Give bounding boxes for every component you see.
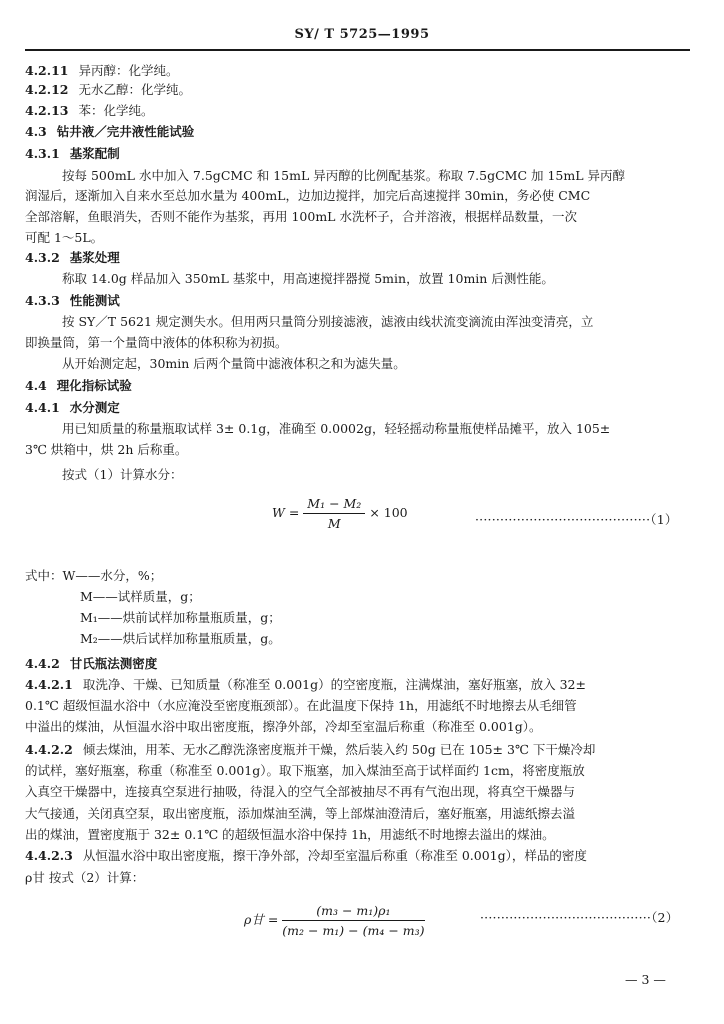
paragraph-line: 按式（1）计算水分：: [62, 467, 183, 482]
formula-1-leader: ··········································（1）: [475, 512, 678, 527]
clause-4-2-12: [25, 81, 191, 99]
paragraph-line: 可配 1～5L。: [25, 230, 104, 245]
clause-title: 基浆处理: [69, 250, 120, 265]
section-number: 4.3: [25, 124, 47, 139]
formula-lhs: ρ甘 =: [244, 912, 279, 927]
formula-2-leader: ·········································（2）: [480, 910, 679, 925]
paragraph-line: 按每 500mL 水中加入 7.5gCMC 和 15mL 异丙醇的比例配基浆。称取 7.5gCMC 加 15mL 异丙醇: [62, 168, 625, 183]
paragraph-line: 中溢出的煤油，从恒温水浴中取出密度瓶，擦净外部，冷却至室温后称重（称准至 0.001g）。: [25, 719, 542, 734]
section-title: 理化指标试验: [56, 378, 132, 393]
clause-4-3-2-heading: [25, 249, 120, 267]
variable-definition: M——试样质量，g；: [80, 589, 201, 604]
clause-title: 基浆配制: [69, 146, 120, 161]
standard-header: SY/ T 5725—1995: [294, 27, 430, 42]
paragraph-line: 从开始测定起，30min 后两个量筒中滤液体积之和为滤失量。: [62, 356, 406, 371]
clause-4-3-3-heading: [25, 292, 120, 310]
formula-numerator: (m₃ − m₁)ρ₁: [282, 903, 424, 921]
clause-title: 水分测定: [69, 400, 120, 415]
clause-number: 4.3.2: [25, 250, 60, 265]
paragraph-line: 按 SY／T 5621 规定测失水。但用两只量筒分别接滤液，滤液由线状流变滴流由浑浊变清亮，立: [62, 314, 594, 329]
formula-1: [272, 496, 408, 531]
where-clause: 式中：W——水分，%；: [25, 568, 163, 583]
clause-number: 4.3.1: [25, 146, 60, 161]
clause-number: 4.4.2.3: [25, 848, 73, 863]
clause-number: 4.2.12: [25, 82, 69, 97]
section-4-3-heading: [25, 123, 194, 141]
formula-lhs: W =: [272, 505, 300, 520]
formula-numerator: M₁ − M₂: [303, 496, 365, 514]
clause-text: 倾去煤油，用苯、无水乙醇洗涤密度瓶并干燥，然后装入约 50g 已在 105± 3℃ 下干燥冷却: [82, 742, 596, 757]
clause-number: 4.4.1: [25, 400, 60, 415]
clause-4-4-2-3: [25, 847, 587, 865]
equation-number: （1）: [650, 512, 678, 527]
paragraph-line: 即换量筒，第一个量筒中液体的体积称为初损。: [25, 335, 288, 350]
variable-definition: M₁——烘前试样加称量瓶质量，g；: [80, 610, 281, 625]
clause-title: 性能测试: [69, 293, 120, 308]
section-4-4-heading: [25, 377, 132, 395]
clause-number: 4.4.2.1: [25, 677, 73, 692]
clause-text: 异丙醇：化学纯。: [78, 63, 179, 78]
clause-number: 4.2.11: [25, 63, 69, 78]
section-title: 钻井液／完井液性能试验: [56, 124, 195, 139]
paragraph-line: 大气接通，关闭真空泵，取出密度瓶，添加煤油至满，等上部煤油澄清后，塞好瓶塞，用滤纸擦去溢: [25, 806, 576, 821]
section-number: 4.4: [25, 378, 47, 393]
paragraph-line: 全部溶解，鱼眼消失，否则不能作为基浆，再用 100mL 水洗杯子，合并溶液，根据样品数量，一次: [25, 209, 577, 224]
clause-4-4-1-heading: [25, 399, 120, 417]
clause-text: 无水乙醇：化学纯。: [78, 82, 192, 97]
equation-number: （2）: [651, 910, 679, 925]
clause-text: 取洗净、干燥、已知质量（称准至 0.001g）的空密度瓶，注满煤油，塞好瓶塞，放入 32±: [82, 677, 586, 692]
clause-text: 从恒温水浴中取出密度瓶，擦干净外部，冷却至室温后称重（称准至 0.001g），样品的密度: [82, 848, 587, 863]
page-number: — 3 —: [625, 972, 666, 987]
paragraph-line: 润湿后，逐渐加入自来水至总加水量为 400mL，边加边搅拌，加完后高速搅拌 30min，务必使 CMC: [25, 188, 591, 203]
clause-number: 4.3.3: [25, 293, 60, 308]
formula-fraction: [303, 496, 365, 531]
clause-4-4-2-1: [25, 676, 586, 694]
paragraph-line: 的试样，塞好瓶塞，称重（称准至 0.001g）。取下瓶塞，加入煤油至高于试样面约 1cm，将密度瓶放: [25, 763, 585, 778]
paragraph-line: 0.1℃ 超级恒温水浴中（水应淹没至密度瓶颈部）。在此温度下保持 1h，用滤纸不时地擦去从毛细管: [25, 698, 577, 713]
formula-denominator: M: [327, 516, 341, 531]
clause-text: 苯：化学纯。: [78, 103, 154, 118]
clause-4-2-13: [25, 102, 154, 120]
paragraph-line: 3℃ 烘箱中，烘 2h 后称重。: [25, 442, 188, 457]
formula-tail: × 100: [369, 505, 408, 520]
clause-4-4-2-heading: [25, 655, 157, 673]
clause-number: 4.2.13: [25, 103, 69, 118]
paragraph-line: ρ甘 按式（2）计算：: [25, 870, 145, 885]
variable-definition: M₂——烘后试样加称量瓶质量，g。: [80, 631, 281, 646]
clause-4-3-1-heading: [25, 145, 120, 163]
paragraph-line: 出的煤油，置密度瓶于 32± 0.1℃ 的超级恒温水浴中保持 1h，用滤纸不时地擦去溢出的煤油。: [25, 827, 555, 842]
paragraph-line: 入真空干燥器中，连接真空泵进行抽吸，待混入的空气全部被抽尽不再有气泡出现，将真空干燥器与: [25, 784, 576, 799]
formula-fraction: [282, 903, 424, 938]
clause-4-4-2-2: [25, 741, 595, 759]
clause-number: 4.4.2.2: [25, 742, 73, 757]
clause-4-2-11: [25, 62, 179, 80]
paragraph-line: 用已知质量的称量瓶取试样 3± 0.1g，准确至 0.0002g，轻轻摇动称量瓶使样品摊平，放入 105±: [62, 421, 611, 436]
clause-number: 4.4.2: [25, 656, 60, 671]
clause-title: 甘氏瓶法测密度: [69, 656, 158, 671]
formula-2: [244, 903, 425, 938]
paragraph-line: 称取 14.0g 样品加入 350mL 基浆中，用高速搅拌器搅 5min，放置 10min 后测性能。: [62, 271, 554, 286]
header-rule: [25, 49, 690, 51]
formula-denominator: (m₂ − m₁) − (m₄ − m₃): [282, 923, 425, 938]
